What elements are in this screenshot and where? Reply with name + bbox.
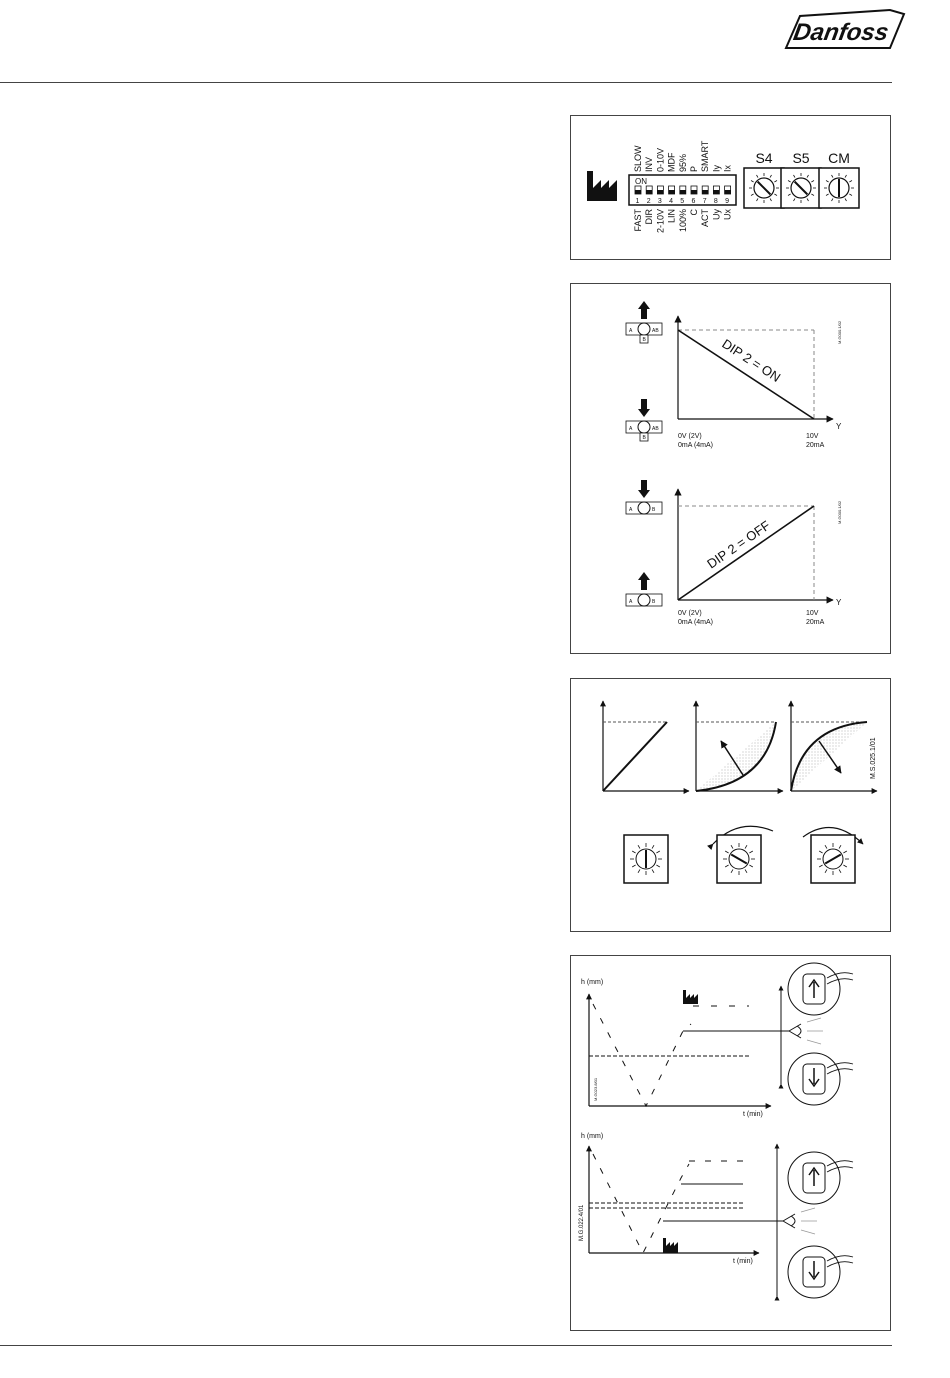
- tick-start-1: 0V (2V): [678, 610, 702, 617]
- dip-switch-number: 1: [635, 198, 640, 205]
- dip-switch-number: 3: [657, 198, 662, 205]
- dial-cm[interactable]: [819, 150, 859, 208]
- dip-switch-knob: [669, 190, 675, 194]
- port-label: A: [629, 426, 633, 432]
- danfoss-logo: [780, 8, 910, 59]
- dial-s4[interactable]: [744, 150, 784, 208]
- linear-curve-chart: [603, 701, 689, 791]
- dial-s5[interactable]: [781, 150, 821, 208]
- dip-bottom-label: Uy: [711, 209, 722, 220]
- dip-bottom-label: Ux: [722, 209, 733, 220]
- dip-switch-number: 9: [725, 198, 730, 205]
- characteristic-dial[interactable]: [624, 835, 668, 883]
- port-label: A: [629, 599, 633, 605]
- dip-bottom-label: LIN: [666, 209, 677, 224]
- arrow-down-icon: [638, 399, 650, 417]
- arrow-down-icon: [638, 480, 650, 498]
- valve-plug: [638, 323, 650, 335]
- series-line: [678, 506, 814, 600]
- tick-end-2: 20mA: [806, 442, 825, 449]
- actuator-down-illustration: [788, 1053, 853, 1105]
- port-label: A: [629, 328, 633, 334]
- stroke-trace: [593, 1004, 691, 1106]
- actuator-up-illustration: [788, 963, 853, 1015]
- dip-top-label: 0-10V: [655, 147, 666, 172]
- valve-icon: [626, 399, 662, 441]
- linear-line: [603, 722, 667, 791]
- port-label: AB: [652, 328, 659, 334]
- valve-plug: [638, 502, 650, 514]
- figure-id: M.G023.8/01: [593, 1077, 598, 1101]
- dip-top-label: Ix: [722, 164, 733, 172]
- actuator-up-illustration: [788, 1152, 853, 1204]
- characteristic-panel: [570, 678, 891, 932]
- port-label: B: [642, 337, 646, 343]
- y-axis-label: h (mm): [581, 979, 604, 986]
- dip-bottom-label: ACT: [700, 209, 711, 227]
- factory-icon: [683, 990, 698, 1004]
- factory-icon: [587, 171, 617, 201]
- dip-top-label: MDF: [666, 152, 677, 172]
- dip-switch-panel: [570, 115, 891, 260]
- arrow-up-icon: [638, 572, 650, 590]
- valve-icon: [626, 301, 662, 343]
- eye-icon: [783, 1208, 817, 1234]
- arrow-up-icon: [638, 301, 650, 319]
- tick-end-1: 10V: [806, 610, 819, 617]
- port-label: B: [642, 435, 646, 441]
- brand-wordmark: Danfoss: [791, 19, 891, 46]
- footer-rule: [0, 1345, 892, 1346]
- dip-on-label: ON: [635, 177, 647, 186]
- valve-icon: [626, 480, 662, 514]
- dial-label: CM: [828, 150, 850, 166]
- dip-bottom-label: FAST: [633, 209, 643, 232]
- tick-end-1: 10V: [806, 433, 819, 440]
- dip-switch-knob: [725, 190, 731, 194]
- dial-label: S5: [792, 150, 810, 166]
- tick-start-2: 0mA (4mA): [678, 619, 714, 626]
- dial-label: S4: [755, 150, 773, 166]
- dip2-on-chart: [678, 316, 842, 449]
- figure-id: M.G000.1/02: [837, 320, 842, 344]
- dip-switch-knob: [702, 190, 708, 194]
- dip-switch-number: 2: [646, 198, 651, 205]
- dip-switch-knob: [680, 190, 686, 194]
- header-rule: [0, 82, 892, 83]
- dip-switch-knob: [691, 190, 697, 194]
- dip-switch-knob: [635, 190, 641, 194]
- port-label: B: [652, 507, 656, 513]
- x-axis-label: t (min): [743, 1111, 763, 1118]
- dip-switch-knob: [646, 190, 652, 194]
- figure-id: M.G.022.4/01: [579, 1204, 585, 1241]
- valve-icon: [626, 572, 662, 606]
- dip-bottom-label: 2-10V: [655, 209, 666, 234]
- curve-dials: [624, 835, 855, 883]
- valve-icons: [626, 301, 662, 606]
- figure-id: M.S.025.1/01: [870, 737, 877, 779]
- dip-switch-knob: [657, 190, 663, 194]
- dip-bottom-label: 100%: [677, 209, 688, 233]
- chart-label: DIP 2 = ON: [719, 335, 784, 385]
- direction-panel: [570, 283, 891, 654]
- stroke-time-panel: [570, 955, 891, 1331]
- stroke-time-chart-1: [581, 963, 853, 1118]
- dip-bottom-label: C: [689, 209, 699, 216]
- dip2-off-chart: [678, 489, 842, 626]
- x-axis-name: Y: [836, 422, 842, 431]
- valve-plug: [638, 421, 650, 433]
- dip-switch-number: 7: [702, 198, 707, 205]
- chart-label: DIP 2 = OFF: [704, 517, 773, 572]
- dip-switch-number: 8: [713, 198, 718, 205]
- characteristic-dial[interactable]: [811, 835, 855, 883]
- characteristic-dial[interactable]: [717, 835, 761, 883]
- equal-percentage-curve-chart: [696, 701, 783, 791]
- dials: [744, 150, 859, 208]
- tick-start-1: 0V (2V): [678, 433, 702, 440]
- dip-top-label: SLOW: [633, 145, 643, 172]
- dip-switch-knob: [713, 190, 719, 194]
- actuator-down-illustration: [788, 1246, 853, 1298]
- factory-icon: [663, 1238, 678, 1253]
- dip-bottom-label: DIR: [644, 209, 655, 225]
- dip-top-label: INV: [644, 156, 655, 172]
- dip-switch-number: 5: [680, 198, 685, 205]
- dip-top-labels: [633, 140, 733, 172]
- x-axis-label: t (min): [733, 1258, 753, 1265]
- dip-bottom-labels: [633, 208, 733, 233]
- figure-id: M.G000.1/02: [837, 500, 842, 524]
- dip-top-label: 95%: [677, 153, 688, 172]
- port-label: B: [652, 599, 656, 605]
- x-axis-name: Y: [836, 598, 842, 607]
- port-label: AB: [652, 426, 659, 432]
- inverse-curve-chart: [791, 701, 877, 791]
- stroke-time-chart-2: [579, 1133, 853, 1298]
- tick-end-2: 20mA: [806, 619, 825, 626]
- dip-switch-number: 4: [669, 198, 674, 205]
- dip-top-label: SMART: [700, 140, 711, 172]
- port-label: A: [629, 507, 633, 513]
- eye-icon: [789, 1018, 823, 1044]
- tick-start-2: 0mA (4mA): [678, 442, 714, 449]
- dip-switch-number: 6: [691, 198, 696, 205]
- valve-plug: [638, 594, 650, 606]
- dip-top-label: P: [689, 165, 699, 172]
- y-axis-label: h (mm): [581, 1133, 604, 1140]
- dip-top-label: Iy: [711, 164, 722, 172]
- series-line: [678, 330, 814, 419]
